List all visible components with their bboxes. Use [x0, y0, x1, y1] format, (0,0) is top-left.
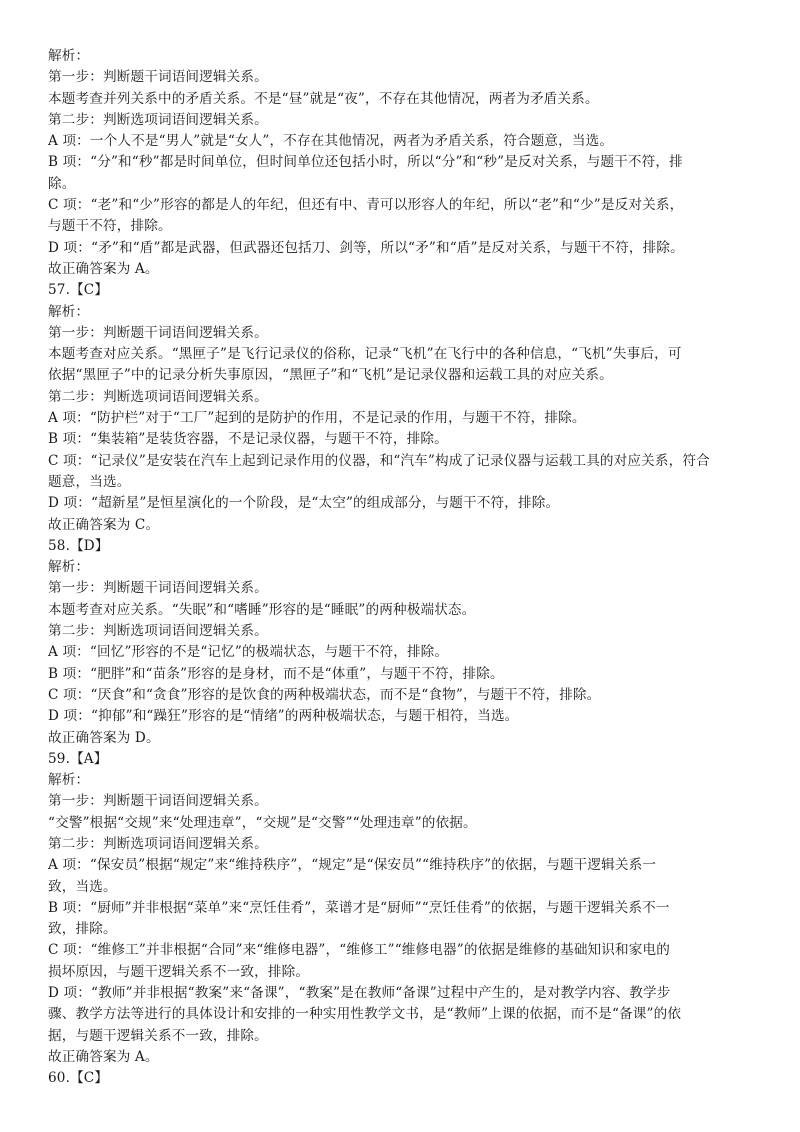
explanation-line: 骤、教学方法等进行的具体设计和安排的一种实用性教学文书，是“教师”上课的依据，而不是“备课”的依	[48, 1006, 682, 1023]
answer-block	[48, 536, 763, 749]
question-number: 59.【A】	[48, 750, 108, 767]
explanation-line: 除。	[48, 175, 76, 192]
explanation-line: D 项：“矛”和“盾”都是武器，但武器还包括刀、剑等，所以“矛”和“盾”是反对关系，与题干不符，排除。	[48, 239, 684, 256]
explanation-line: B 项：“厨师”并非根据“菜单”来“烹饪佳肴”，菜谱才是“厨师”“烹饪佳肴”的依据，与题干逻辑关系不一	[48, 899, 670, 916]
explanation-line: 本题考查并列关系中的矛盾关系。不是“昼”就是“夜”，不存在其他情况，两者为矛盾关系。	[48, 90, 599, 107]
explanation-line: C 项：“记录仪”是安装在汽车上起到记录作用的仪器，和“汽车”构成了记录仪器与运载工具的对应关系，符合	[48, 452, 710, 469]
explanation-line: “交警”根据“交规”来“处理违章”，“交规”是“交警”“处理违章”的依据。	[48, 814, 477, 831]
explanation-line: 依据“黑匣子”中的记录分析失事原因，“黑匣子”和“飞机”是记录仪器和运载工具的对应关系。	[48, 367, 613, 384]
question-number: 60.【C】	[48, 1070, 109, 1087]
explanation-line: 解析：	[48, 772, 90, 789]
explanation-line: 第一步：判断题干词语间逻辑关系。	[48, 793, 268, 810]
question-number: 58.【D】	[48, 537, 109, 554]
answer-block	[48, 749, 763, 1068]
explanation-line: B 项：“肥胖”和“苗条”形容的是身材，而不是“体重”，与题干不符，排除。	[48, 665, 504, 682]
explanation-line: 第二步：判断选项词语间逻辑关系。	[48, 623, 268, 640]
explanation-line: 题意，当选。	[48, 473, 131, 490]
answer-explanation-page	[48, 46, 763, 1090]
explanation-line: 第一步：判断题干词语间逻辑关系。	[48, 324, 268, 341]
explanation-line: A 项：“防护栏”对于“工厂”起到的是防护的作用，不是记录的作用，与题干不符，排除。	[48, 410, 586, 427]
explanation-line: 致，排除。	[48, 921, 117, 938]
explanation-line: A 项：一个人不是“男人”就是“女人”，不存在其他情况，两者为矛盾关系，符合题意，当选。	[48, 133, 614, 150]
explanation-line: 故正确答案为 A。	[48, 1048, 159, 1065]
explanation-line: 故正确答案为 C。	[48, 516, 160, 533]
explanation-line: 解析：	[48, 303, 90, 320]
question-number: 57.【C】	[48, 282, 109, 299]
explanation-line: 故正确答案为 D。	[48, 729, 160, 746]
explanation-line: 第一步：判断题干词语间逻辑关系。	[48, 580, 268, 597]
explanation-line: B 项：“集装箱”是装货容器，不是记录仪器，与题干不符，排除。	[48, 431, 448, 448]
explanation-line: C 项：“维修工”并非根据“合同”来“维修电器”，“维修工”“维修电器”的依据是维修的基础知识和家电的	[48, 942, 671, 959]
explanation-line: 第二步：判断选项词语间逻辑关系。	[48, 388, 268, 405]
answer-block	[48, 46, 763, 280]
answer-block	[48, 280, 763, 536]
explanation-line: D 项：“超新星”是恒星演化的一个阶段，是“太空”的组成部分，与题干不符，排除。	[48, 495, 560, 512]
explanation-line: 本题考查对应关系。“黑匣子”是飞行记录仪的俗称，记录“飞机”在飞行中的各种信息，“飞机”失事后，可	[48, 346, 682, 363]
explanation-line: 第一步：判断题干词语间逻辑关系。	[48, 69, 268, 86]
explanation-line: 损坏原因，与题干逻辑关系不一致，排除。	[48, 963, 310, 980]
explanation-line: A 项：“回忆”形容的不是“记忆”的极端状态，与题干不符，排除。	[48, 644, 449, 661]
explanation-line: 第二步：判断选项词语间逻辑关系。	[48, 835, 268, 852]
explanation-line: 致，当选。	[48, 878, 117, 895]
explanation-line: 故正确答案为 A。	[48, 260, 159, 277]
explanation-line: D 项：“教师”并非根据“教案”来“备课”，“教案”是在教师“备课”过程中产生的，是对教学内容、教学步	[48, 985, 671, 1002]
explanation-line: C 项：“老”和“少”形容的都是人的年纪，但还有中、青可以形容人的年纪，所以“老”和“少”是反对关系，	[48, 197, 684, 214]
explanation-line: 与题干不符，排除。	[48, 218, 172, 235]
explanation-line: B 项：“分”和“秒”都是时间单位，但时间单位还包括小时，所以“分”和“秒”是反对关系，与题干不符，排	[48, 154, 683, 171]
explanation-line: 本题考查对应关系。“失眠”和“嗜睡”形容的是“睡眠”的两种极端状态。	[48, 601, 476, 618]
answer-block	[48, 1068, 763, 1089]
explanation-line: A 项：“保安员”根据“规定”来“维持秩序”，“规定”是“保安员”“维持秩序”的依据，与题干逻辑关系一	[48, 857, 657, 874]
explanation-line: 第二步：判断选项词语间逻辑关系。	[48, 111, 268, 128]
explanation-line: 据，与题干逻辑关系不一致，排除。	[48, 1027, 268, 1044]
explanation-line: 解析：	[48, 559, 90, 576]
explanation-line: C 项：“厌食”和“贪食”形容的是饮食的两种极端状态，而不是“食物”，与题干不符，排除。	[48, 686, 601, 703]
explanation-line: D 项：“抑郁”和“躁狂”形容的是“情绪”的两种极端状态，与题干相符，当选。	[48, 708, 519, 725]
explanation-line: 解析：	[48, 48, 90, 64]
